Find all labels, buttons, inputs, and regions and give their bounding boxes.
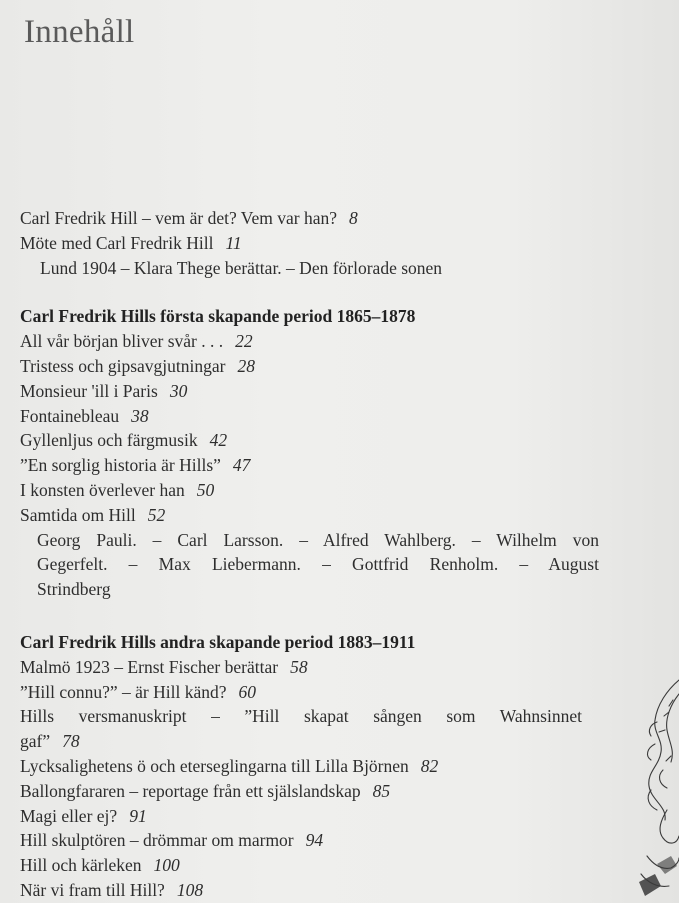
toc-entry: All vår början bliver svår . . . 22 xyxy=(20,331,253,352)
toc-page-number: 78 xyxy=(62,731,80,752)
toc-page-number: 50 xyxy=(196,479,215,500)
toc-entry: Samtida om Hill 52 xyxy=(20,504,166,525)
toc-page-number: 108 xyxy=(176,879,204,900)
toc-entry: Hills versmanuskript – ”Hill skapat sången som Wahnsinnet xyxy=(20,706,582,727)
toc-page-number: 11 xyxy=(225,232,242,253)
toc-page-number: 94 xyxy=(305,830,324,851)
toc-entry: När vi fram till Hill? 108 xyxy=(20,879,204,900)
toc-entry: Malmö 1923 – Ernst Fischer berättar 58 xyxy=(20,656,308,677)
toc-entry: Lycksalighetens ö och eterseglingarna till Lilla Björnen 82 xyxy=(20,755,439,776)
toc-page-number: 82 xyxy=(420,755,439,776)
toc-entry: gaf” 78 xyxy=(20,731,80,752)
toc-entry: Fontainebleau 38 xyxy=(20,405,149,426)
toc-page-number: 100 xyxy=(153,855,180,876)
toc-page-number: 47 xyxy=(232,455,251,476)
toc-entry: Hill och kärleken 100 xyxy=(20,855,180,876)
section-heading-first-period: Carl Fredrik Hills första skapande period 1865–1878 xyxy=(20,306,416,327)
section-heading-second-period: Carl Fredrik Hills andra skapande period 1883–1911 xyxy=(20,631,416,652)
toc-entry: I konsten överlever han 50 xyxy=(20,479,215,500)
toc-entry: Hill skulptören – drömmar om marmor 94 xyxy=(20,830,324,851)
toc-entry: ”Hill connu?” – är Hill känd? 60 xyxy=(20,681,257,702)
toc-entry: Carl Fredrik Hill – vem är det? Vem var han? 8 xyxy=(20,208,358,228)
toc-page-number: 30 xyxy=(169,380,188,401)
toc-subentry: Gegerfelt. – Max Liebermann. – Gottfrid Renholm. – August xyxy=(37,554,599,575)
toc-subentry: Lund 1904 – Klara Thege berättar. – Den förlorade sonen xyxy=(40,257,443,278)
toc-entry: Tristess och gipsavgjutningar 28 xyxy=(20,355,255,376)
toc-subentry: Georg Pauli. – Carl Larsson. – Alfred Wahlberg. – Wilhelm von xyxy=(37,529,599,550)
toc-page-number: 58 xyxy=(290,656,308,677)
table-of-contents xyxy=(20,206,620,903)
page-title: Innehåll xyxy=(24,14,135,50)
toc-entry: Möte med Carl Fredrik Hill 11 xyxy=(20,232,242,253)
toc-page-number: 91 xyxy=(129,805,147,826)
toc-page-number: 52 xyxy=(147,504,166,525)
toc-page-number: 60 xyxy=(238,681,257,702)
toc-page-number: 85 xyxy=(372,780,391,801)
toc-page-number: 22 xyxy=(235,331,253,352)
toc-page-number: 42 xyxy=(209,430,228,451)
toc-page-number: 8 xyxy=(349,208,358,228)
margin-sketch-drawing xyxy=(627,660,679,900)
toc-page-number: 28 xyxy=(237,355,255,376)
toc-entry: Ballongfararen – reportage från ett själslandskap 85 xyxy=(20,780,391,801)
toc-entry: Magi eller ej? 91 xyxy=(20,805,147,826)
toc-entry: Monsieur 'ill i Paris 30 xyxy=(20,380,188,401)
toc-page-number: 38 xyxy=(131,405,149,426)
toc-entry: ”En sorglig historia är Hills” 47 xyxy=(20,455,251,476)
toc-subentry: Strindberg xyxy=(37,579,111,600)
toc-entry: Gyllenljus och färgmusik 42 xyxy=(20,430,228,451)
